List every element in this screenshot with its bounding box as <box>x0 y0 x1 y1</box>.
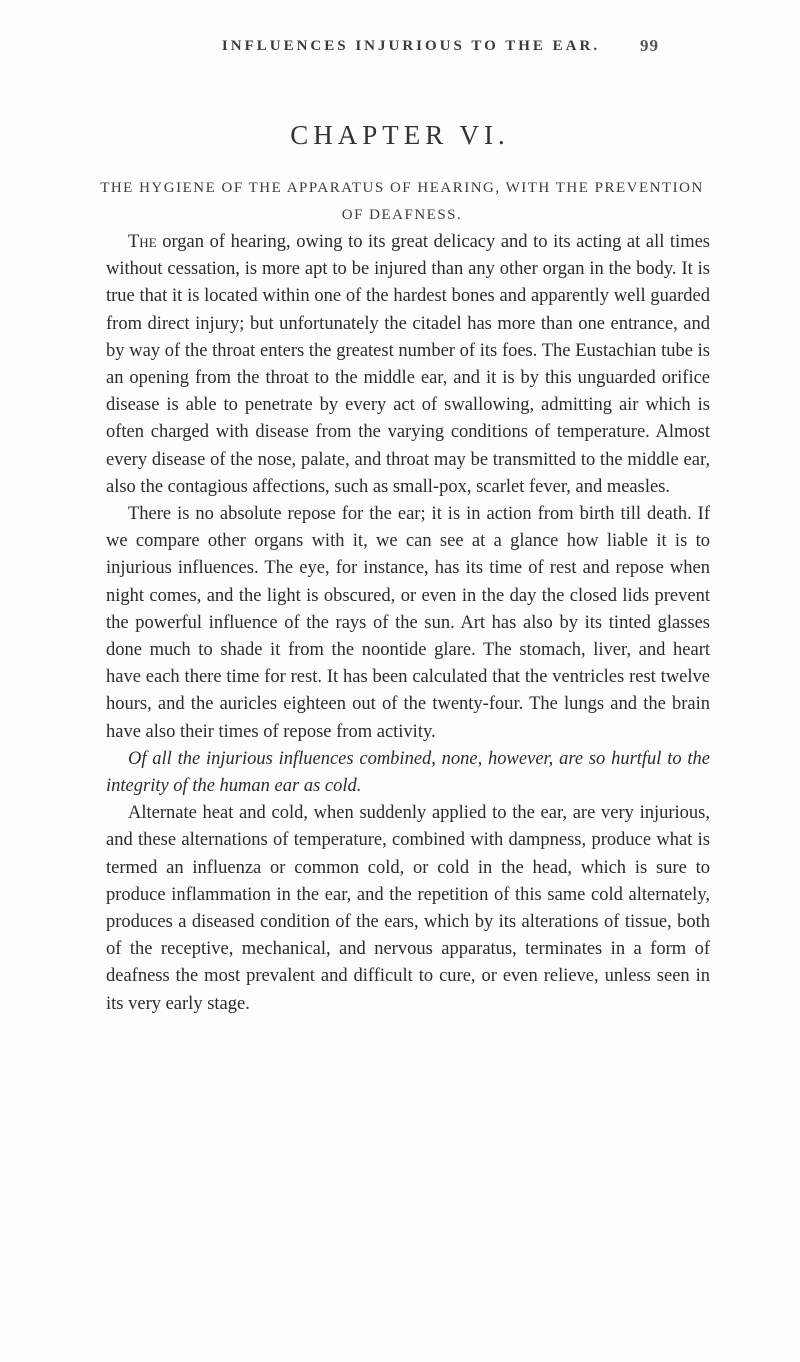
paragraph-1-text: organ of hearing, owing to its great delicacy and to its acting at all times without cessation, is more apt to be injured than any other organ in the body. It is true that it is located within one of the hardest bones and apparently well guarded from direct injury; but unfortunately the citadel has more than one entrance, and by way of the throat enters the greatest number of its foes. The Eustachian tube is an opening from the throat to the middle ear, and it is by this unguarded orifice disease is able to penetrate by every act of swallowing, admitting air which is often charged with disease from the varying conditions of temperature. Almost every disease of the nose, palate, and throat may be transmitted to the middle ear, also the contagious affections, such as small-pox, scarlet fever, and measles. <box>106 232 711 497</box>
chapter-subtitle: THE HYGIENE OF THE APPARATUS OF HEARING, WITH THE PREVENTION OF DEAFNESS. <box>100 180 704 223</box>
paragraph-3: Of all the injurious influences combined, none, however, are so hurtful to the integrity of the human ear as cold. <box>106 748 710 797</box>
paragraph-1 <box>106 229 710 501</box>
paragraph-2: There is no absolute repose for the ear; it is in action from birth till death. If we compare other organs with it, we can see at a glance how liable it is to injurious influences. The eye, for instance, has its time of rest and repose when night comes, and the light is obscured, or even in the day the closed lids prevent the powerful influence of the rays of the sun. Art has also by its tinted glasses done much to shade it from the noontide glare. The stomach, liver, and heart have each there time for rest. It has been calculated that the ventricles rest twelve hours, and the auricles eighteen out of the twenty-four. The lungs and the brain have also their times of repose from activity. <box>106 504 710 742</box>
paragraph-4: Alternate heat and cold, when suddenly applied to the ear, are very injurious, and these alternations of temperature, combined with dampness, produce what is termed an influenza or common cold, or cold in the head, which is sure to produce inflammation in the ear, and the repetition of this same cold alternately, produces a diseased condition of the ears, which by its alterations of tissue, both of the receptive, mechanical, and nervous apparatus, terminates in a form of deafness the most prevalent and difficult to cure, or even relieve, unless seen in its very early stage. <box>106 803 710 1014</box>
body-text <box>106 229 710 1018</box>
chapter-title: CHAPTER VI. <box>290 120 510 150</box>
page-number: 99 <box>640 36 659 55</box>
running-header: INFLUENCES INJURIOUS TO THE EAR. <box>221 38 601 54</box>
paragraph-1-lead: The <box>128 232 157 252</box>
